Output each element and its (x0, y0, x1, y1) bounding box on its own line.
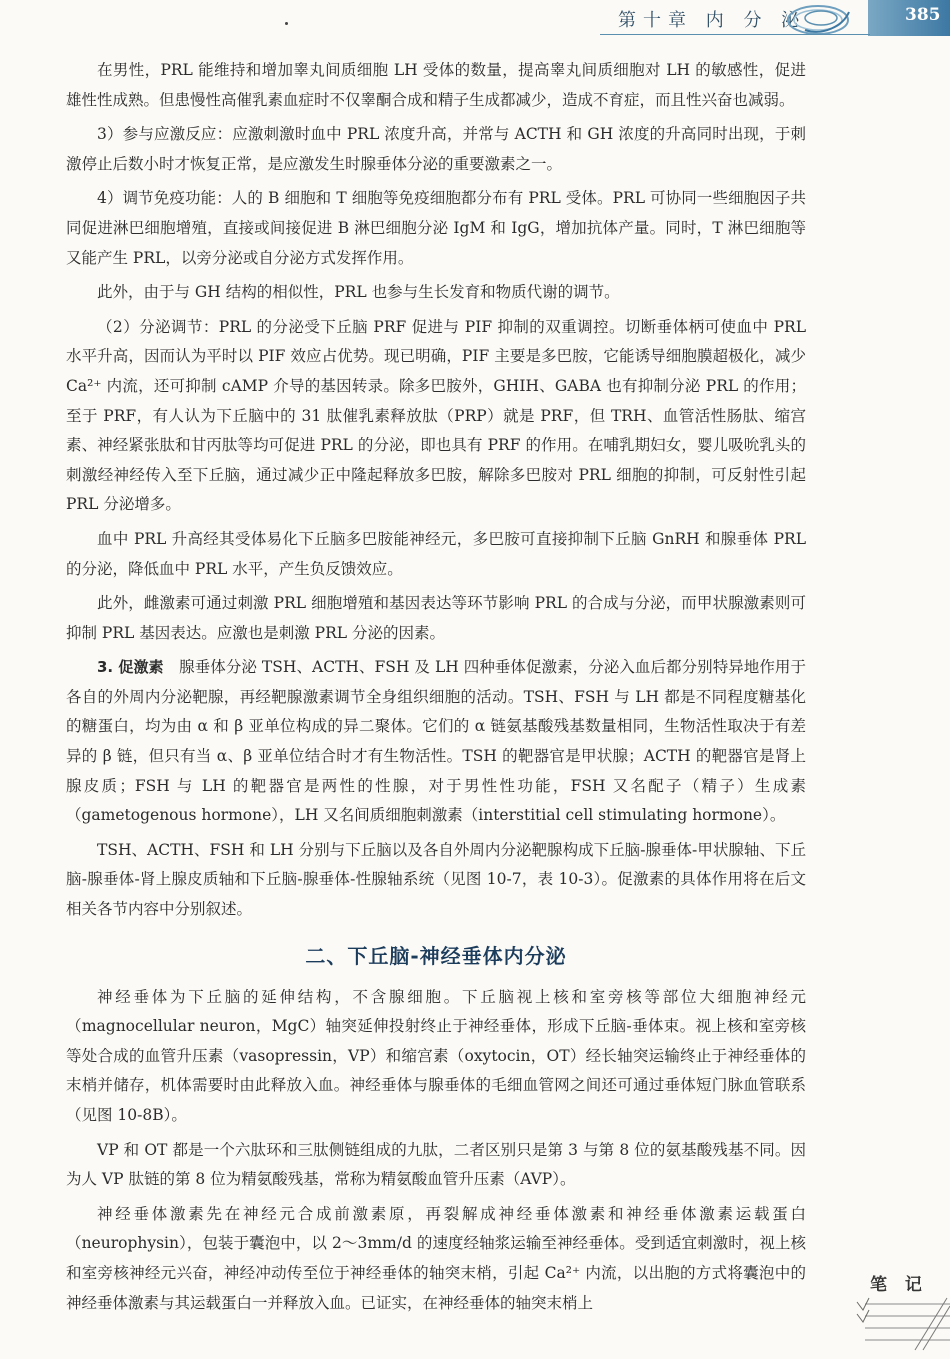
paragraph: 在男性，PRL 能维持和增加睾丸间质细胞 LH 受体的数量，提高睾丸间质细胞对 LH 的敏感性，促进雄性性成熟。但患慢性高催乳素血症时不仅睾酮合成和精子生成都减少，造成不育症，而且性兴奋也减弱。 (66, 61, 806, 109)
print-speck (285, 22, 288, 25)
paragraph: 此外，由于与 GH 结构的相似性，PRL 也参与生长发育和物质代谢的调节。 (97, 283, 620, 302)
paragraph: 3）参与应激反应：应激刺激时血中 PRL 浓度升高，并常与 ACTH 和 GH 浓度的升高同时出现，于刺激停止后数小时才恢复正常，是应激发生时腺垂体分泌的重要激素之一。 (66, 125, 806, 173)
page-header (0, 0, 950, 42)
body-text (66, 56, 806, 1323)
header-rule (600, 34, 870, 35)
paragraph-tropic-hormones (66, 653, 806, 831)
paragraph: VP 和 OT 都是一个六肽环和三肽侧链组成的九肽，二者区别只是第 3 与第 8 位的氨基酸残基不同。因为人 VP 肽链的第 8 位为精氨酸残基，常称为精氨酸血管升压素（AVP）。 (66, 1140, 806, 1189)
subsection-heading: 3. 促激素 (97, 658, 164, 677)
paragraph: 神经垂体为下丘脑的延伸结构，不含腺细胞。下丘脑视上核和室旁核等部位大细胞神经元（magnocellular neuron，MgC）轴突延伸投射终止于神经垂体，形成下丘脑-垂体束。视上核和室旁核等处合成的血管升压素（vasopressin，VP）和缩宫素（oxytocin，OT）经长轴突运输终止于神经垂体的末梢并储存，机体需要时由此释放入血。神经垂体与腺垂体的毛细血管网之间还可通过垂体短门脉血管联系（见图 10-8B）。 (66, 987, 806, 1124)
paragraph-text: 腺垂体分泌 TSH、ACTH、FSH 及 LH 四种垂体促激素，分泌入血后都分别特异地作用于各自的外周内分泌靶腺，再经靶腺激素调节全身组织细胞的活动。TSH、FSH 与 LH 都是不同程度糖基化的糖蛋白，均为由 α 和 β 亚单位构成的异二聚体。它们的 α 链氨基酸残基数量相同，生物活性取决于有差异的 β 链，但只有当 α、β 亚单位结合时才有生物活性。TSH 的靶器官是甲状腺；ACTH 的靶器官是肾上腺皮质；FSH 与 LH 的靶器官是两性的性腺，对于男性性功能，FSH 又名配子（精子）生成素（gametogenous hormone），LH 又名间质细胞刺激素（interstitial cell stimulating hormone）。 (66, 658, 806, 825)
paragraph: TSH、ACTH、FSH 和 LH 分别与下丘脑以及各自外周内分泌靶腺构成下丘脑-腺垂体-甲状腺轴、下丘脑-腺垂体-肾上腺皮质轴和下丘脑-腺垂体-性腺轴系统（见图 10-7，表 10-3）。促激素的具体作用将在后文相关各节内容中分别叙述。 (66, 840, 806, 919)
paragraph: 此外，雌激素可通过刺激 PRL 细胞增殖和基因表达等环节影响 PRL 的合成与分泌，而甲状腺激素则可抑制 PRL 基因表达。应激也是刺激 PRL 分泌的因素。 (66, 594, 806, 642)
chapter-title: 第十章 内 分 泌 (618, 10, 807, 31)
page-number: 385 (905, 5, 941, 25)
paragraph: （2）分泌调节：PRL 的分泌受下丘脑 PRF 促进与 PIF 抑制的双重调控。切断垂体柄可使血中 PRL 水平升高，因而认为平时以 PIF 效应占优势。现已明确，PIF 主要是多巴胺，它能诱导细胞膜超极化，减少 Ca²⁺ 内流，还可抑制 cAMP 介导的基因转录。除多巴胺外，GHIH、GABA 也有抑制分泌 PRL 的作用；至于 PRF，有人认为下丘脑中的 31 肽催乳素释放肽（PRP）就是 PRF，但 TRH、血管活性肠肽、缩宫素、神经紧张肽和甘丙肽等均可促进 PRL 的分泌，即也具有 PRF 的作用。在哺乳期妇女，婴儿吸吮乳头的刺激经神经传入至下丘脑，通过减少正中隆起释放多巴胺，解除多巴胺对 PRL 细胞的抑制，可反射性引起 PRL 分泌增多。 (66, 317, 806, 514)
paragraph: 神经垂体激素先在神经元合成前激素原，再裂解成神经垂体激素和神经垂体激素运载蛋白（neurophysin），包装于囊泡中，以 2～3mm/d 的速度经轴浆运输至神经垂体。受到适宜刺激时，视上核和室旁核神经元兴奋，神经冲动传至位于神经垂体的轴突末梢，引起 Ca²⁺ 内流，以出胞的方式将囊泡中的神经垂体激素与其运载蛋白一并释放入血。已证实，在神经垂体的轴突末梢上 (66, 1204, 806, 1312)
notes-lines-icon (855, 1294, 950, 1354)
notes-label: 笔 记 (870, 1275, 928, 1295)
paragraph: 血中 PRL 升高经其受体易化下丘脑多巴胺能神经元，多巴胺可直接抑制下丘脑 GnRH 和腺垂体 PRL 的分泌，降低血中 PRL 水平，产生负反馈效应。 (66, 529, 806, 578)
section-title: 二、下丘脑-神经垂体内分泌 (305, 943, 567, 968)
paragraph: 4）调节免疫功能：人的 B 细胞和 T 细胞等免疫细胞都分布有 PRL 受体。PRL 可协同一些细胞因子共同促进淋巴细胞增殖，直接或间接促进 B 淋巴细胞分泌 IgM 和 IgG，增加抗体产量。同时，T 淋巴细胞等又能产生 PRL，以旁分泌或自分泌方式发挥作用。 (66, 189, 806, 267)
